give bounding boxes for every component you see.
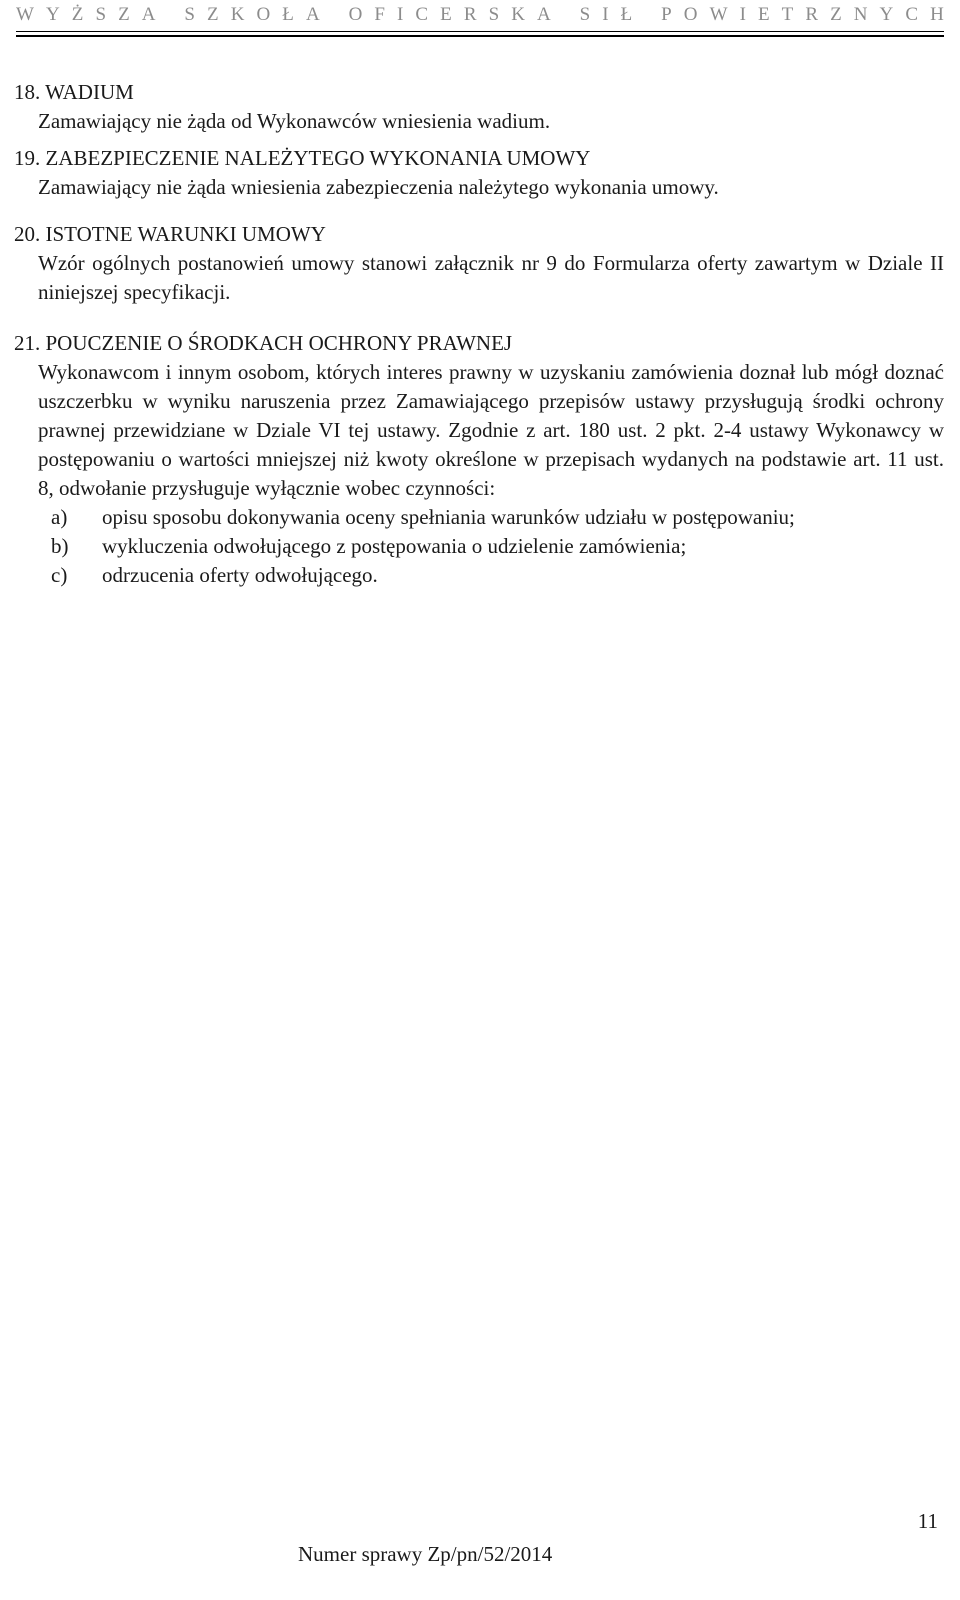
header-letter: C	[415, 4, 429, 25]
section-number: 21.	[14, 331, 41, 355]
header-letter	[332, 4, 337, 26]
list-text: odrzucenia oferty odwołującego.	[102, 563, 378, 587]
header-letter: Z	[207, 4, 219, 25]
header-letter: T	[781, 4, 794, 25]
section-18	[14, 78, 944, 136]
list-item	[14, 503, 944, 532]
document-body	[14, 78, 944, 610]
list-item	[14, 561, 944, 590]
header-letter: S	[488, 4, 500, 25]
list-marker: a)	[51, 505, 68, 529]
header-letter	[168, 4, 173, 26]
page-number: 11	[917, 1509, 938, 1533]
header-rule	[16, 31, 944, 32]
header-letter: R	[463, 4, 477, 25]
header-letter: I	[602, 4, 609, 25]
header-letter: W	[16, 4, 34, 25]
header-letter: H	[930, 4, 944, 25]
header-letter: F	[374, 4, 385, 25]
running-header	[16, 4, 944, 26]
header-letter: S	[579, 4, 591, 25]
header-letter: C	[905, 4, 919, 25]
header-letter: O	[683, 4, 698, 25]
section-heading	[14, 329, 944, 358]
header-letter: E	[757, 4, 770, 25]
header-letter: Z	[830, 4, 842, 25]
header-letter: A	[537, 4, 551, 25]
header-letter: K	[230, 4, 245, 25]
section-number: 20.	[14, 222, 41, 246]
section-20	[14, 220, 944, 307]
section-title: POUCZENIE O ŚRODKACH OCHRONY PRAWNEJ	[45, 331, 513, 355]
header-letter: Y	[46, 4, 60, 25]
header-letter: Z	[118, 4, 130, 25]
section-number: 18.	[14, 80, 41, 104]
section-heading	[14, 144, 944, 173]
header-letter: O	[256, 4, 271, 25]
header-letter: Ż	[71, 4, 84, 25]
header-letter: E	[440, 4, 452, 25]
section-text: Zamawiający nie żąda od Wykonawców wniesienia wadium.	[38, 109, 551, 133]
header-rule-thick	[16, 35, 944, 37]
case-number-footer: Numer sprawy Zp/pn/52/2014	[298, 1542, 553, 1566]
header-letter: I	[397, 4, 404, 25]
section-text: Wykonawcom i innym osobom, których interes prawny w uzyskaniu zamówienia doznał lub mógł doznać uszczerbku w wyniku naruszenia przez Zamawiającego przepisów ustawy przysługują środki ochrony prawnej przewidziane w Dziale VI tej ustawy. Zgodnie z art. 180 ust. 2 pkt. 2-4 ustawy Wykonawcy w postępowaniu o wartości mniejszej niż kwoty określone w przepisach wydanych na podstawie art. 11 ust. 8, odwołanie przysługuje wyłącznie wobec czynności:	[38, 360, 944, 500]
list-marker: b)	[51, 534, 69, 558]
section-number: 19.	[14, 146, 41, 170]
header-letter: Ł	[620, 4, 633, 25]
header-letter: S	[95, 4, 107, 25]
section-text: Zamawiający nie żąda wniesienia zabezpieczenia należytego wykonania umowy.	[38, 175, 719, 199]
section-title: WADIUM	[45, 80, 134, 104]
header-letter: A	[141, 4, 156, 25]
section-title: ZABEZPIECZENIE NALEŻYTEGO WYKONANIA UMOWY	[45, 146, 591, 170]
section-19	[14, 144, 944, 202]
list-marker: c)	[51, 563, 68, 587]
header-letter: P	[661, 4, 672, 25]
section-text: Wzór ogólnych postanowień umowy stanowi załącznik nr 9 do Formularza oferty zawartym w Dziale II niniejszej specyfikacji.	[38, 251, 944, 304]
header-letter: W	[709, 4, 728, 25]
header-letter	[644, 4, 649, 26]
header-letter: Ł	[282, 4, 294, 25]
header-letter: S	[184, 4, 195, 25]
header-letter: K	[511, 4, 525, 25]
list-text: wykluczenia odwołującego z postępowania o udzielenie zamówienia;	[102, 534, 687, 558]
section-title: ISTOTNE WARUNKI UMOWY	[45, 222, 326, 246]
header-letter: O	[348, 4, 363, 25]
header-letter: A	[305, 4, 320, 25]
header-letter: R	[805, 4, 818, 25]
list-text: opisu sposobu dokonywania oceny spełniania warunków udziału w postępowaniu;	[102, 505, 795, 529]
objection-list	[14, 503, 944, 590]
section-heading	[14, 78, 944, 107]
section-21	[14, 329, 944, 590]
header-letter	[563, 4, 568, 26]
header-letter: N	[853, 4, 868, 25]
header-letter: Y	[879, 4, 894, 25]
header-letter: I	[739, 4, 746, 25]
list-item	[14, 532, 944, 561]
section-heading	[14, 220, 944, 249]
